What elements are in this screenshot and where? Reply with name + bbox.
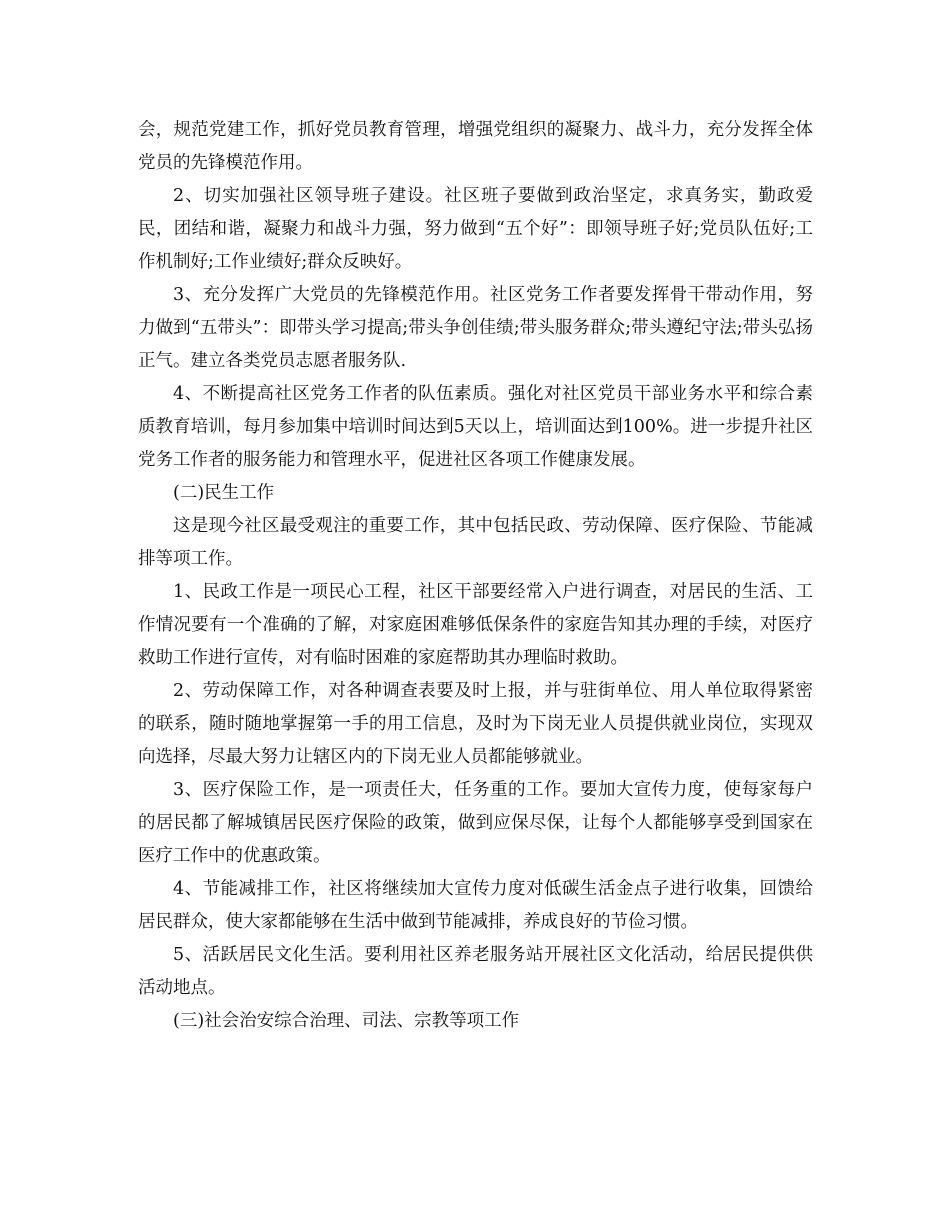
paragraph-item-1-civil-affairs: 1、民政工作是一项民心工程，社区干部要经常入户进行调查，对居民的生活、工作情况要有一个准确的了解，对家庭困难够低保条件的家庭告知其办理的手续，对医疗救助工作进行宣传，对有临时困难的家庭帮助其办理临时救助。 <box>138 582 813 668</box>
paragraph-item-3-party-members: 3、充分发挥广大党员的先锋模范作用。社区党务工作者要发挥骨干带动作用，努力做到“五带头”：即带头学习提高;带头争创佳绩;带头服务群众;带头遵纪守法;带头弘扬正气。建立各类党员志愿者服务队. <box>138 285 813 371</box>
section-heading-public-security: (三)社会治安综合治理、司法、宗教等项工作 <box>173 1011 520 1031</box>
document-body <box>138 114 813 1038</box>
paragraph-item-2-labor-security: 2、劳动保障工作，对各种调查表要及时上报，并与驻街单位、用人单位取得紧密的联系，随时随地掌握第一手的用工信息，及时为下岗无业人员提供就业岗位，实现双向选择，尽最大努力让辖区内的下岗无业人员都能够就业。 <box>138 681 813 767</box>
paragraph-continuation: 会，规范党建工作，抓好党员教育管理，增强党组织的凝聚力、战斗力，充分发挥全体党员的先锋模范作用。 <box>138 120 813 173</box>
paragraph-livelihood-intro: 这是现今社区最受观注的重要工作，其中包括民政、劳动保障、医疗保险、节能减排等项工作。 <box>138 516 813 569</box>
paragraph-item-5-cultural-life: 5、活跃居民文化生活。要利用社区养老服务站开展社区文化活动，给居民提供供活动地点。 <box>138 945 813 998</box>
section-heading-livelihood: (二)民生工作 <box>173 483 275 503</box>
paragraph-item-2-leadership: 2、切实加强社区领导班子建设。社区班子要做到政治坚定，求真务实，勤政爱民，团结和谐，凝聚力和战斗力强，努力做到“五个好”：即领导班子好;党员队伍好;工作机制好;工作业绩好;群众反映好。 <box>138 186 813 272</box>
paragraph-item-3-medical-insurance: 3、医疗保险工作，是一项责任大，任务重的工作。要加大宣传力度，使每家每户的居民都了解城镇居民医疗保险的政策，做到应保尽保，让每个人都能够享受到国家在医疗工作中的优惠政策。 <box>138 780 813 866</box>
paragraph-item-4-training: 4、不断提高社区党务工作者的队伍素质。强化对社区党员干部业务水平和综合素质教育培训，每月参加集中培训时间达到5天以上，培训面达到100%。进一步提升社区党务工作者的服务能力和管理水平，促进社区各项工作健康发展。 <box>138 384 813 470</box>
paragraph-item-4-energy-saving: 4、节能减排工作，社区将继续加大宣传力度对低碳生活金点子进行收集，回馈给居民群众，使大家都能够在生活中做到节能减排，养成良好的节俭习惯。 <box>138 879 813 932</box>
